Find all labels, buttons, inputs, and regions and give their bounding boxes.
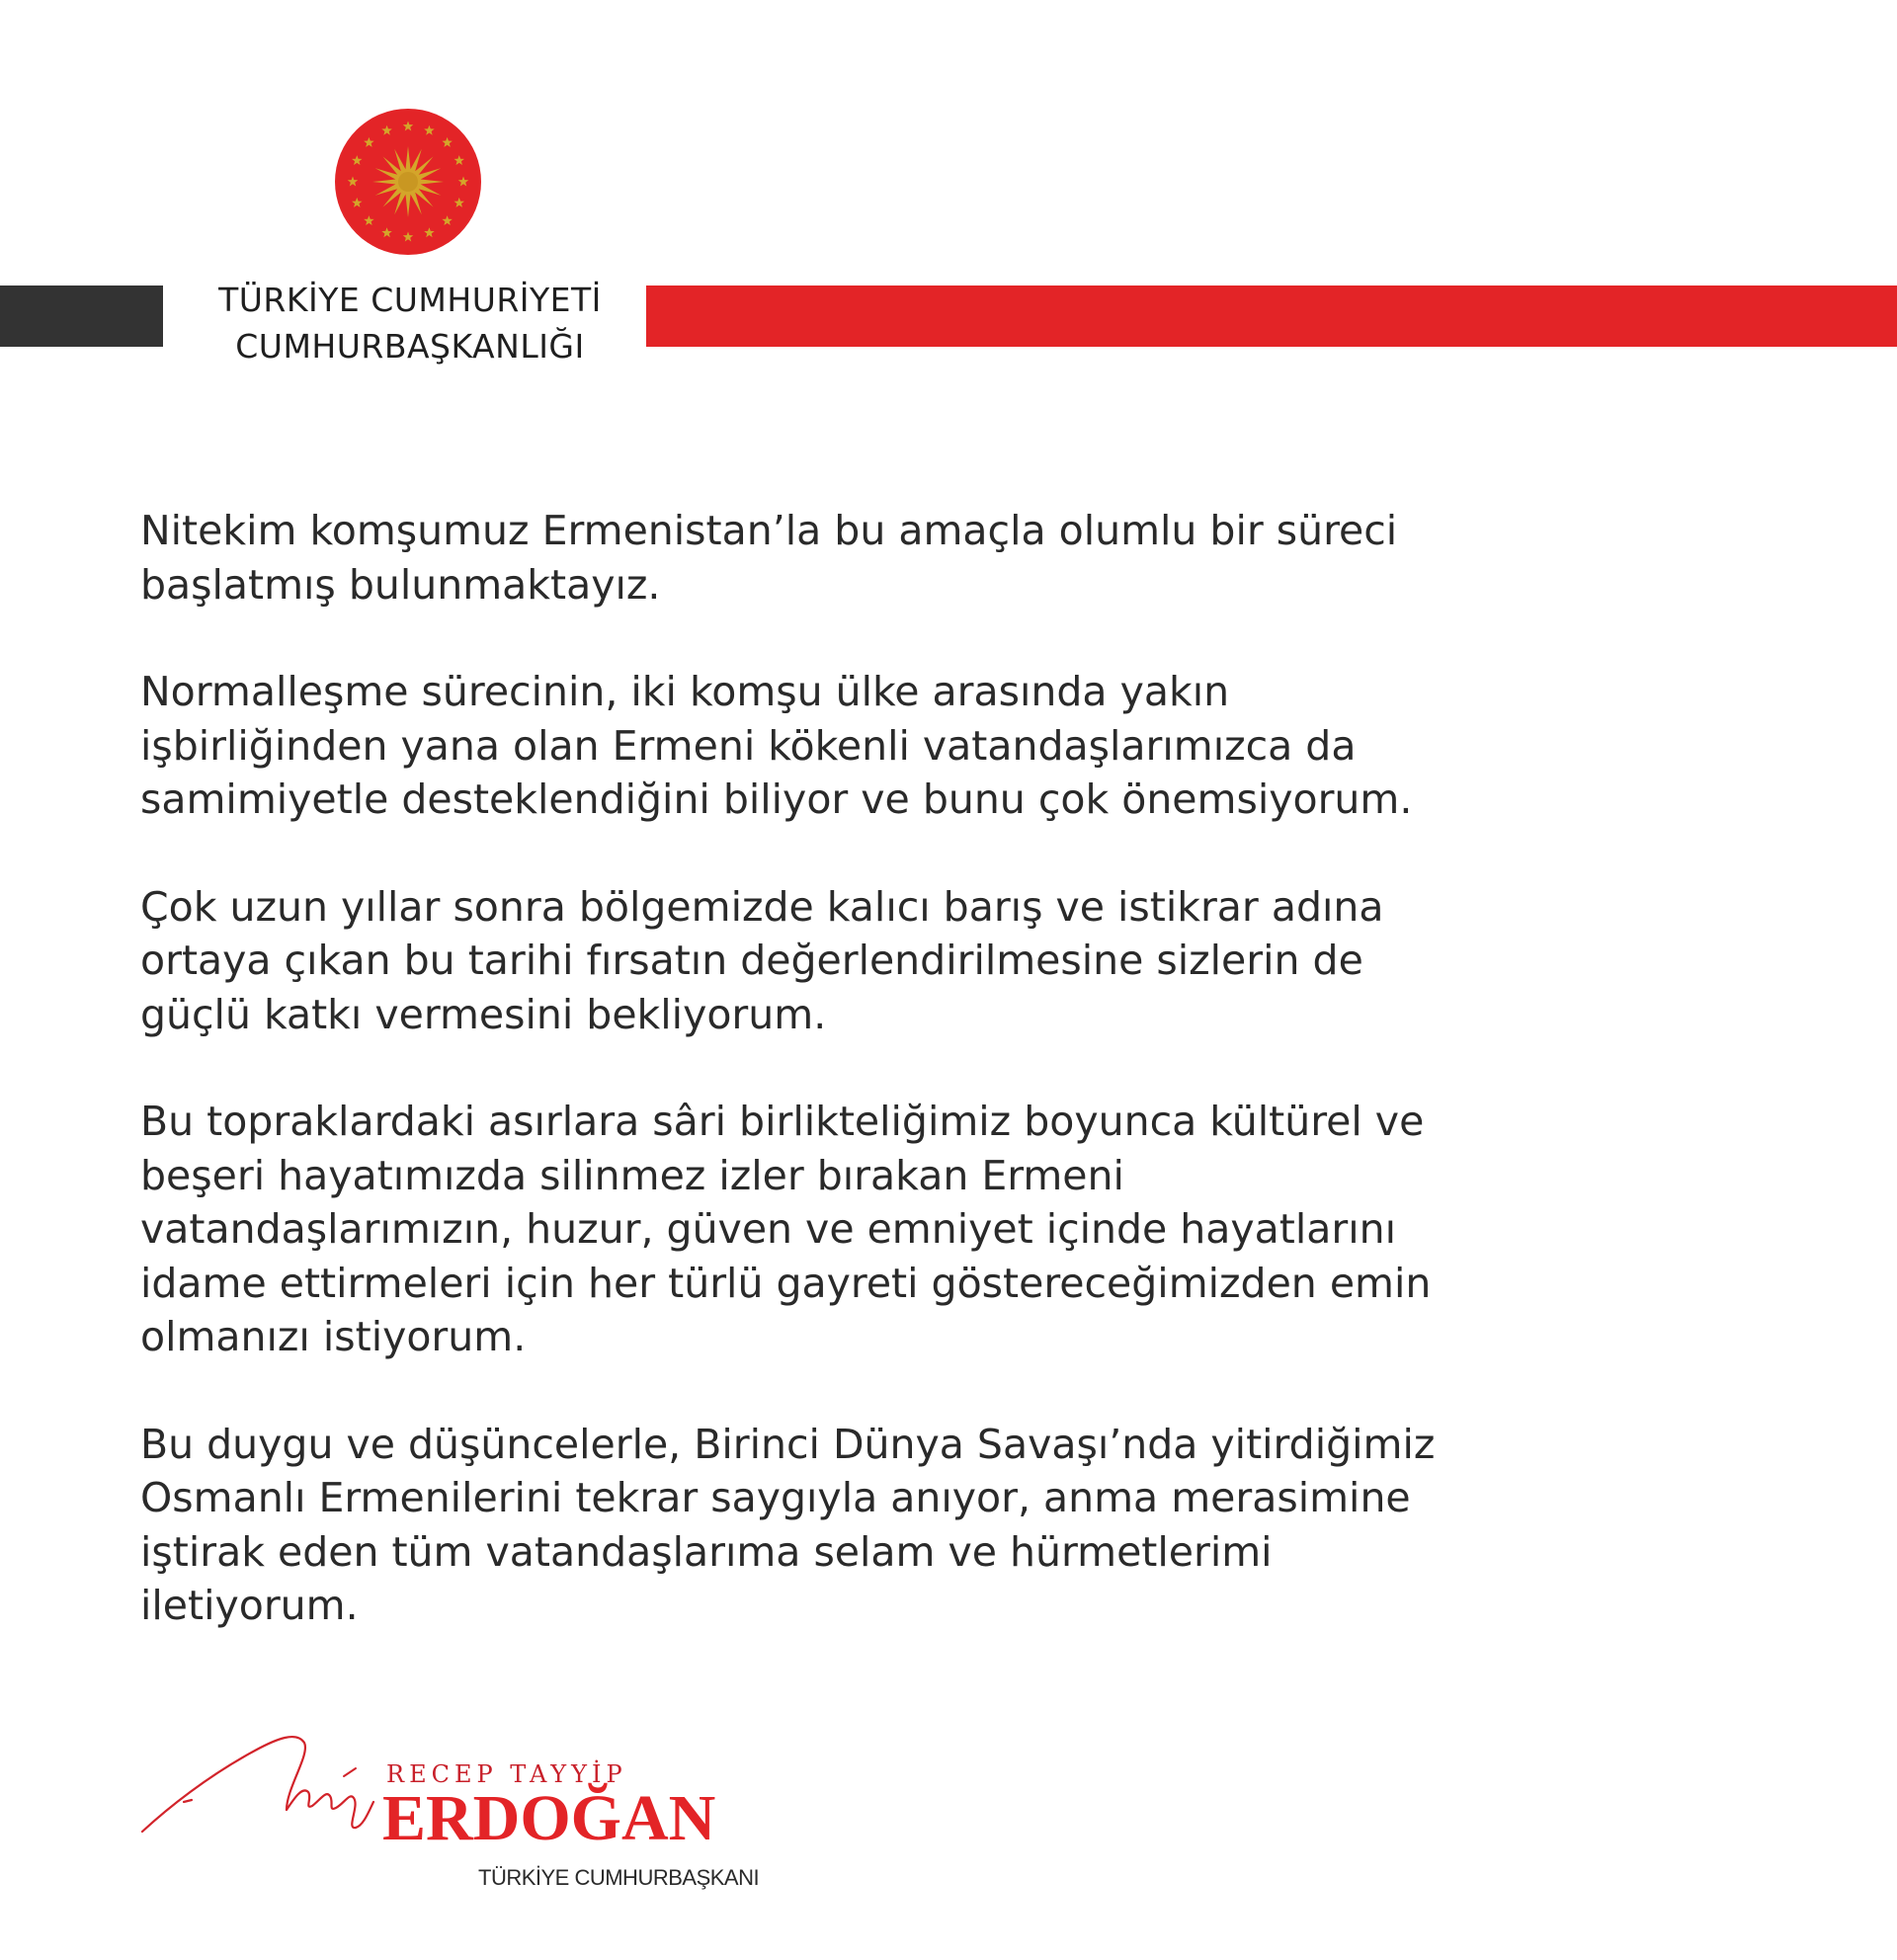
text-line: olmanızı istiyorum. bbox=[140, 1313, 527, 1360]
text-line: Osmanlı Ermenilerini tekrar saygıyla anıyor, anma merasimine bbox=[140, 1474, 1411, 1521]
paragraph bbox=[140, 504, 1583, 612]
text-line: Bu topraklardaki asırlara sâri birlikteliğimiz boyunca kültürel ve bbox=[140, 1098, 1425, 1145]
handwritten-signature bbox=[138, 1707, 375, 1845]
text-line: Nitekim komşumuz Ermenistan’la bu amaçla olumlu bir süreci bbox=[140, 507, 1398, 554]
org-line-1: TÜRKİYE CUMHURİYETİ bbox=[218, 281, 602, 319]
paragraph bbox=[140, 1418, 1583, 1633]
text-line: idame ettirmeleri için her türlü gayreti göstereceğimizden emin bbox=[140, 1259, 1432, 1307]
letter-body bbox=[140, 504, 1583, 1686]
text-line: başlatmış bulunmaktayız. bbox=[140, 560, 661, 609]
text-line: iştirak eden tüm vatandaşlarıma selam ve hürmetlerimi bbox=[140, 1527, 1273, 1576]
text-line: iletiyorum. bbox=[140, 1582, 359, 1629]
text-line: ortaya çıkan bu tarihi fırsatın değerlendirilmesine sizlerin de bbox=[140, 937, 1363, 984]
signature-block bbox=[138, 1707, 790, 1905]
text-line: Çok uzun yıllar sonra bölgemizde kalıcı barış ve istikrar adına bbox=[140, 882, 1384, 931]
text-line: Normalleşme sürecinin, iki komşu ülke arasında yakın bbox=[140, 668, 1230, 715]
signer-title: TÜRKİYE CUMHURBAŞKANI bbox=[478, 1865, 760, 1890]
header-dark-bar bbox=[0, 286, 163, 347]
text-line: beşeri hayatımızda silinmez izler bırakan Ermeni bbox=[140, 1151, 1124, 1199]
text-line: işbirliğinden yana olan Ermeni kökenli vatandaşlarımızca da bbox=[140, 721, 1357, 770]
paragraph bbox=[140, 665, 1583, 827]
seal-sun-core bbox=[398, 172, 418, 192]
text-line: vatandaşlarımızın, huzur, güven ve emniyet içinde hayatlarını bbox=[140, 1205, 1397, 1253]
paragraph bbox=[140, 1095, 1583, 1364]
paragraph bbox=[140, 880, 1583, 1042]
signer-first-name: RECEP TAYYİP bbox=[386, 1760, 627, 1788]
text-line: samimiyetle desteklendiğini biliyor ve bunu çok önemsiyorum. bbox=[140, 776, 1413, 823]
text-line: Bu duygu ve düşüncelerle, Birinci Dünya Savaşı’nda yitirdiğimiz bbox=[140, 1420, 1436, 1468]
organization-name bbox=[206, 277, 615, 369]
header-red-bar bbox=[646, 286, 1897, 347]
presidential-seal-icon bbox=[334, 108, 482, 256]
text-line: güçlü katkı vermesini bekliyorum. bbox=[140, 990, 827, 1038]
signer-last-name: ERDOĞAN bbox=[382, 1782, 716, 1854]
org-line-2: CUMHURBAŞKANLIĞI bbox=[235, 327, 585, 366]
